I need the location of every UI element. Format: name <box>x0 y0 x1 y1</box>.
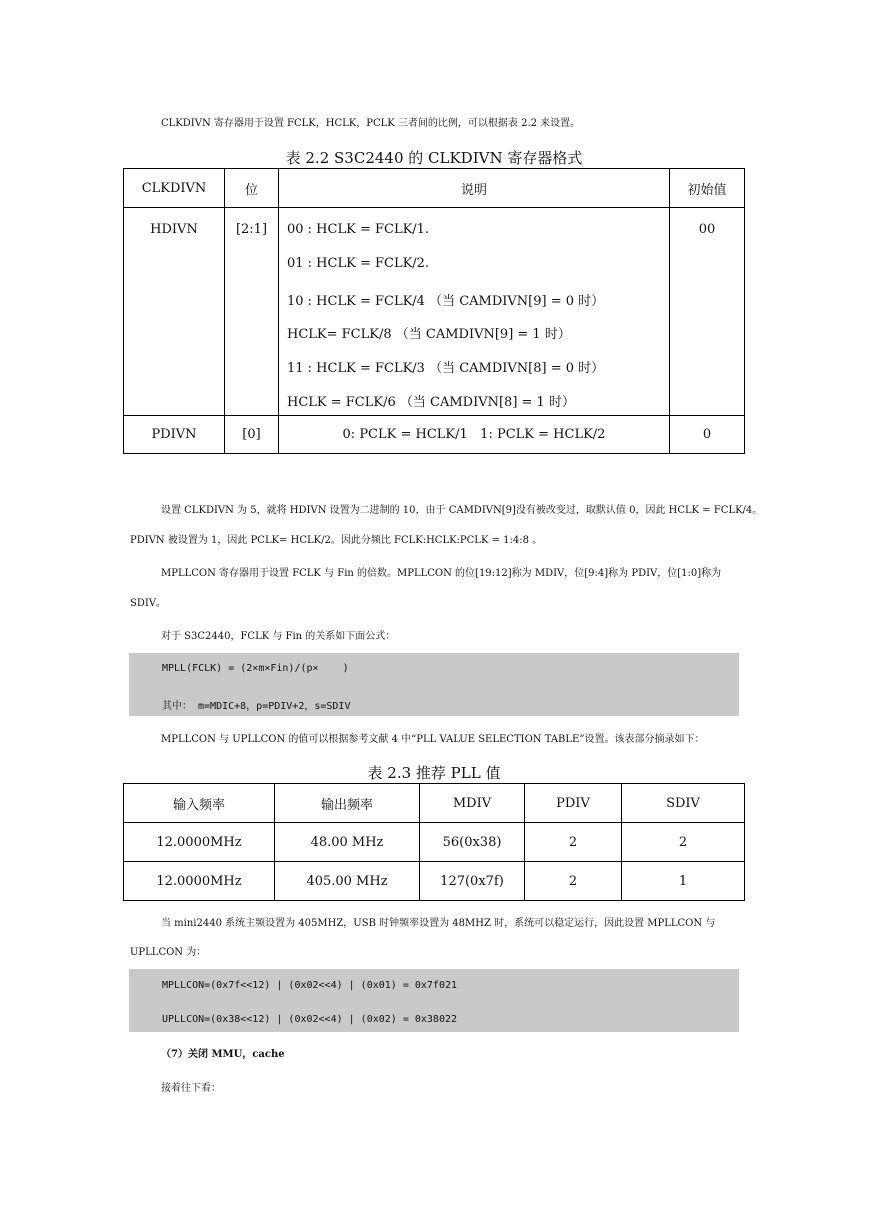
table2-header: PDIV <box>525 784 622 823</box>
final-paragraph: 接着往下看： <box>161 1083 221 1094</box>
para5-line1: 当 mini2440 系统主频设置为 405MHZ，USB 时钟频率设置为 48MHZ 时，系统可以稳定运行，因此设置 MPLLCON 与 <box>161 918 716 929</box>
table2-cell: 12.0000MHz <box>124 823 275 862</box>
table2-cell: 2 <box>622 823 745 862</box>
formula-box <box>129 653 739 716</box>
pll-table <box>123 783 745 901</box>
hdivn-desc <box>279 208 670 416</box>
table-row <box>124 823 745 862</box>
clkdivn-table <box>123 168 745 454</box>
table2-cell: 127(0x7f) <box>420 862 525 901</box>
table2-header: 输出频率 <box>275 784 420 823</box>
section-heading: （7）关闭 MMU，cache <box>161 1049 285 1060</box>
table2-cell: 48.00 MHz <box>275 823 420 862</box>
hdivn-line: HCLK= FCLK/8 （当 CAMDIVN[9] = 1 时） <box>287 327 571 342</box>
para1-line2: PDIVN 被设置为 1，因此 PCLK= HCLK/2。因此分频比 FCLK:HCLK:PCLK = 1:4:8 。 <box>130 535 543 546</box>
table1-header-desc: 说明 <box>279 169 670 208</box>
table2-caption: 表 2.3 推荐 PLL 值 <box>367 764 501 782</box>
upllcon-code-line: UPLLCON=(0x38<<12) | (0x02<<4) | (0x02) = 0x38022 <box>162 1014 458 1025</box>
table2-cell: 2 <box>525 823 622 862</box>
hdivn-init: 00 <box>670 208 745 416</box>
pdivn-desc: 0: PCLK = HCLK/1 1: PCLK = HCLK/2 <box>279 416 670 454</box>
hdivn-name: HDIVN <box>124 208 225 416</box>
formula-where-line: 其中： m=MDIC+8，p=PDIV+2，s=SDIV <box>162 701 351 712</box>
para2-line2: SDIV。 <box>130 598 167 609</box>
hdivn-line: 11 : HCLK = FCLK/3 （当 CAMDIVN[8] = 0 时） <box>287 361 605 376</box>
hdivn-line: 10 : HCLK = FCLK/4 （当 CAMDIVN[9] = 0 时） <box>287 294 605 309</box>
para3: 对于 S3C2440，FCLK 与 Fin 的关系如下面公式： <box>161 631 396 642</box>
hdivn-line: HCLK = FCLK/6 （当 CAMDIVN[8] = 1 时） <box>287 395 575 410</box>
para2-line1: MPLLCON 寄存器用于设置 FCLK 与 Fin 的倍数。MPLLCON 的位[19:12]称为 MDIV，位[9:4]称为 PDIV，位[1:0]称为 <box>161 568 722 579</box>
table-row <box>124 862 745 901</box>
table1-header-bit: 位 <box>225 169 279 208</box>
table2-header: SDIV <box>622 784 745 823</box>
pdivn-bits: [0] <box>225 416 279 454</box>
para5-line2: UPLLCON 为： <box>130 947 207 958</box>
formula-line: MPLL(FCLK) = (2×m×Fin)/(p× ) <box>162 663 349 674</box>
hdivn-bits: [2:1] <box>225 208 279 416</box>
mpllcon-code-line: MPLLCON=(0x7f<<12) | (0x02<<4) | (0x01) = 0x7f021 <box>162 980 458 991</box>
table1-header-clkdivn: CLKDIVN <box>124 169 225 208</box>
table2-cell: 1 <box>622 862 745 901</box>
pdivn-init: 0 <box>670 416 745 454</box>
table2-header: 输入频率 <box>124 784 275 823</box>
table1-caption: 表 2.2 S3C2440 的 CLKDIVN 寄存器格式 <box>285 149 583 167</box>
pdivn-name: PDIVN <box>124 416 225 454</box>
table2-cell: 12.0000MHz <box>124 862 275 901</box>
hdivn-line: 00 : HCLK = FCLK/1. <box>287 222 430 237</box>
code-box <box>129 969 739 1032</box>
table1-header-init: 初始值 <box>670 169 745 208</box>
intro-paragraph: CLKDIVN 寄存器用于设置 FCLK，HCLK，PCLK 三者间的比例，可以根据表 2.2 来设置。 <box>161 118 581 129</box>
table2-cell: 56(0x38) <box>420 823 525 862</box>
table2-cell: 405.00 MHz <box>275 862 420 901</box>
para4: MPLLCON 与 UPLLCON 的值可以根据参考文献 4 中“PLL VALUE SELECTION TABLE”设置。该表部分摘录如下： <box>161 734 705 745</box>
table2-header: MDIV <box>420 784 525 823</box>
para1-line1: 设置 CLKDIVN 为 5，就将 HDIVN 设置为二进制的 10，由于 CAMDIVN[9]没有被改变过，取默认值 0，因此 HCLK = FCLK/4。 <box>161 505 763 516</box>
hdivn-line: 01 : HCLK = FCLK/2. <box>287 256 430 271</box>
table2-cell: 2 <box>525 862 622 901</box>
